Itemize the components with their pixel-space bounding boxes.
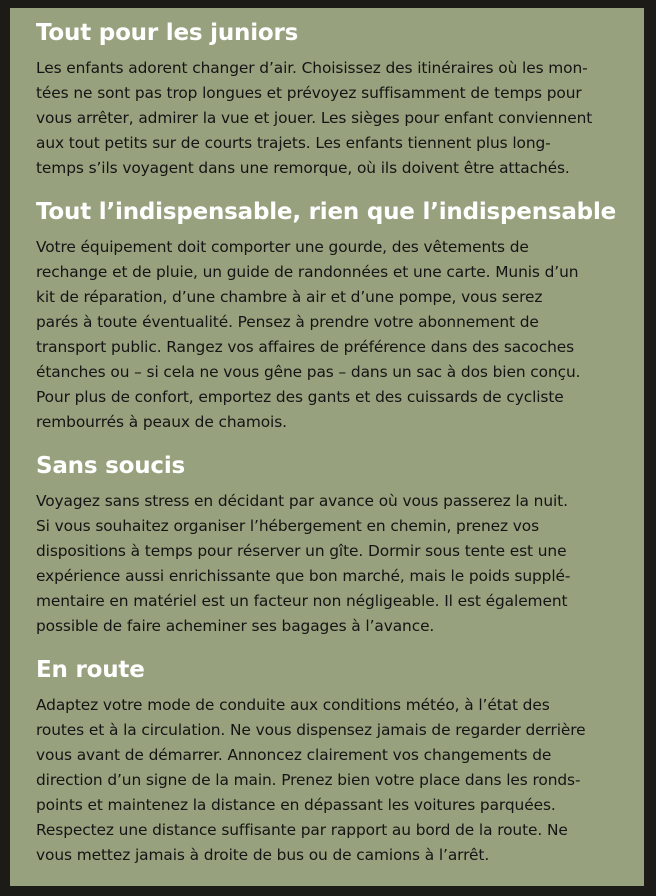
section-heading: Tout pour les juniors	[36, 20, 299, 46]
section-body: Adaptez votre mode de conduite aux conditions météo, à l’état des routes et à la circulation. Ne vous dispensez jamais de regarder derrière vous avant de démarrer. Annoncez clairement vos changements de direction d’un signe de la main. Prenez bien votre place dans les ronds- points et maintenez la distance en dépassant les voitures parquées. Respectez une distance suffisante par rapport au bord de la route. Ne vous mettez jamais à droite de bus ou de camions à l’arrêt.	[36, 696, 586, 864]
section-heading: Tout l’indispensable, rien que l’indispensable	[36, 199, 617, 225]
section-heading: Sans soucis	[36, 453, 186, 479]
section-body: Voyagez sans stress en décidant par avance où vous passerez la nuit. Si vous souhaitez organiser l’hébergement en chemin, prenez vos dispositions à temps pour réserver un gîte. Dormir sous tente est une expérience aussi enrichissante que bon marché, mais le poids supplé- mentaire en matériel est un facteur non négligeable. Il est également possible de faire acheminer ses bagages à l’avance.	[36, 492, 571, 635]
section-equipment	[36, 197, 628, 435]
section-juniors	[36, 18, 628, 181]
section-body: Les enfants adorent changer d’air. Choisissez des itinéraires où les mon- tées ne sont pas trop longues et prévoyez suffisamment de temps pour vous arrêter, admirer la vue et jouer. Les sièges pour enfant conviennent aux tout petits sur de courts trajets. Les enfants tiennent plus long- temps s’ils voyagent dans une remorque, où ils doivent être attachés.	[36, 59, 593, 177]
section-on-the-road	[36, 655, 628, 868]
section-heading: En route	[36, 657, 145, 683]
section-body: Votre équipement doit comporter une gourde, des vêtements de rechange et de pluie, un guide de randonnées et une carte. Munis d’un kit de réparation, d’une chambre à air et d’une pompe, vous serez parés à toute éventualité. Pensez à prendre votre abonnement de transport public. Rangez vos affaires de préférence dans des sacoches étanches ou – si cela ne vous gêne pas – dans un sac à dos bien conçu. Pour plus de confort, emportez des gants et des cuissards de cycliste rembourrés à peaux de chamois.	[36, 238, 581, 431]
section-accommodation	[36, 451, 628, 639]
brochure-page	[10, 8, 644, 886]
